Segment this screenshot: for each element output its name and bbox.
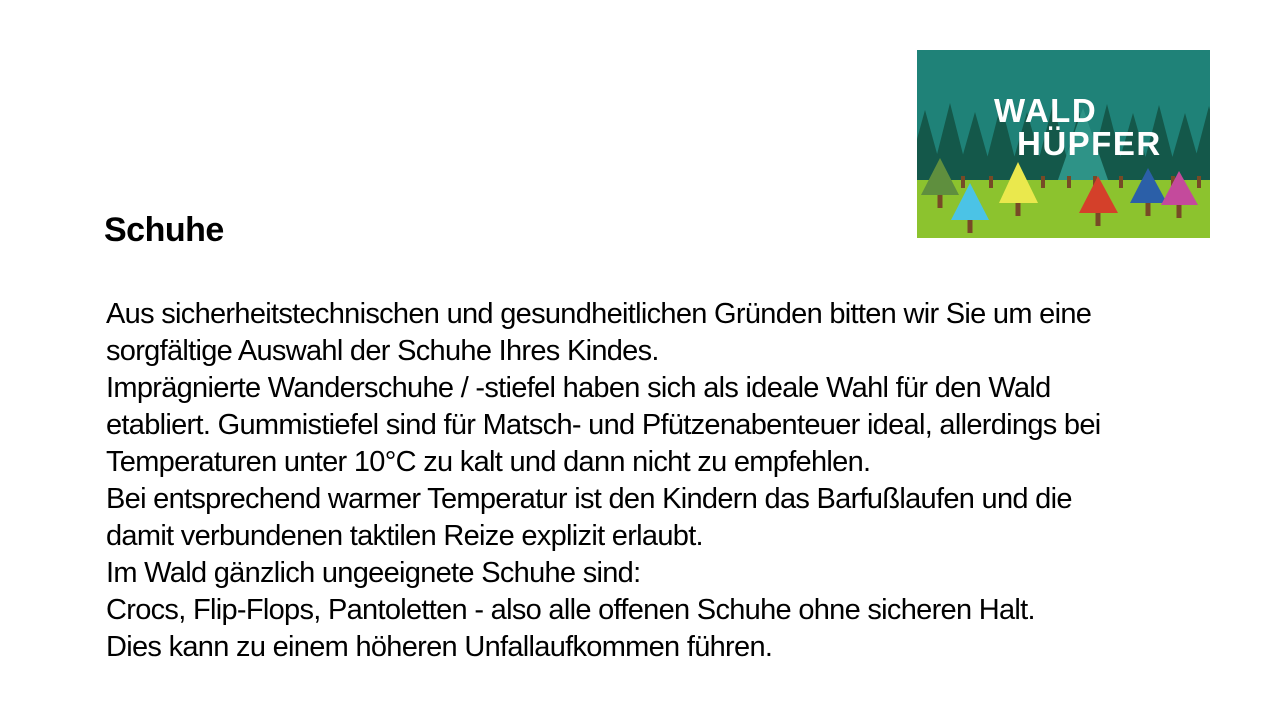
tree-trunk-icon [1146,203,1151,216]
body-text-block [106,296,1101,666]
body-line: Temperaturen unter 10°C zu kalt und dann nicht zu empfehlen. [106,446,871,478]
body-line: Imprägnierte Wanderschuhe / -stiefel haben sich als ideale Wahl für den Wald [106,372,1051,404]
body-line: sorgfältige Auswahl der Schuhe Ihres Kindes. [106,335,659,367]
body-line: Dies kann zu einem höheren Unfallaufkommen führen. [106,631,773,663]
slide-title: Schuhe [104,211,224,249]
body-line: Aus sicherheitstechnischen und gesundheitlichen Gründen bitten wir Sie um eine [106,298,1092,330]
body-line: etabliert. Gummistiefel sind für Matsch- und Pfützenabenteuer ideal, allerdings bei [106,409,1101,441]
logo-text-wald: WALD [994,92,1098,129]
tree-trunk-icon [1016,203,1021,216]
tree-trunk-icon [1177,205,1182,218]
tree-trunk-icon [938,195,943,208]
body-line: Crocs, Flip-Flops, Pantoletten - also alle offenen Schuhe ohne sicheren Halt. [106,594,1035,626]
tree-trunk-icon [968,220,973,233]
tree-trunk-icon [1096,213,1101,226]
body-line: Bei entsprechend warmer Temperatur ist den Kindern das Barfußlaufen und die [106,483,1072,515]
logo-text-huepfer: HÜPFER [1017,125,1162,162]
waldhuepfer-logo [917,50,1210,238]
body-line: damit verbundenen taktilen Reize explizit erlaubt. [106,520,703,552]
body-line: Im Wald gänzlich ungeeignete Schuhe sind: [106,557,641,589]
